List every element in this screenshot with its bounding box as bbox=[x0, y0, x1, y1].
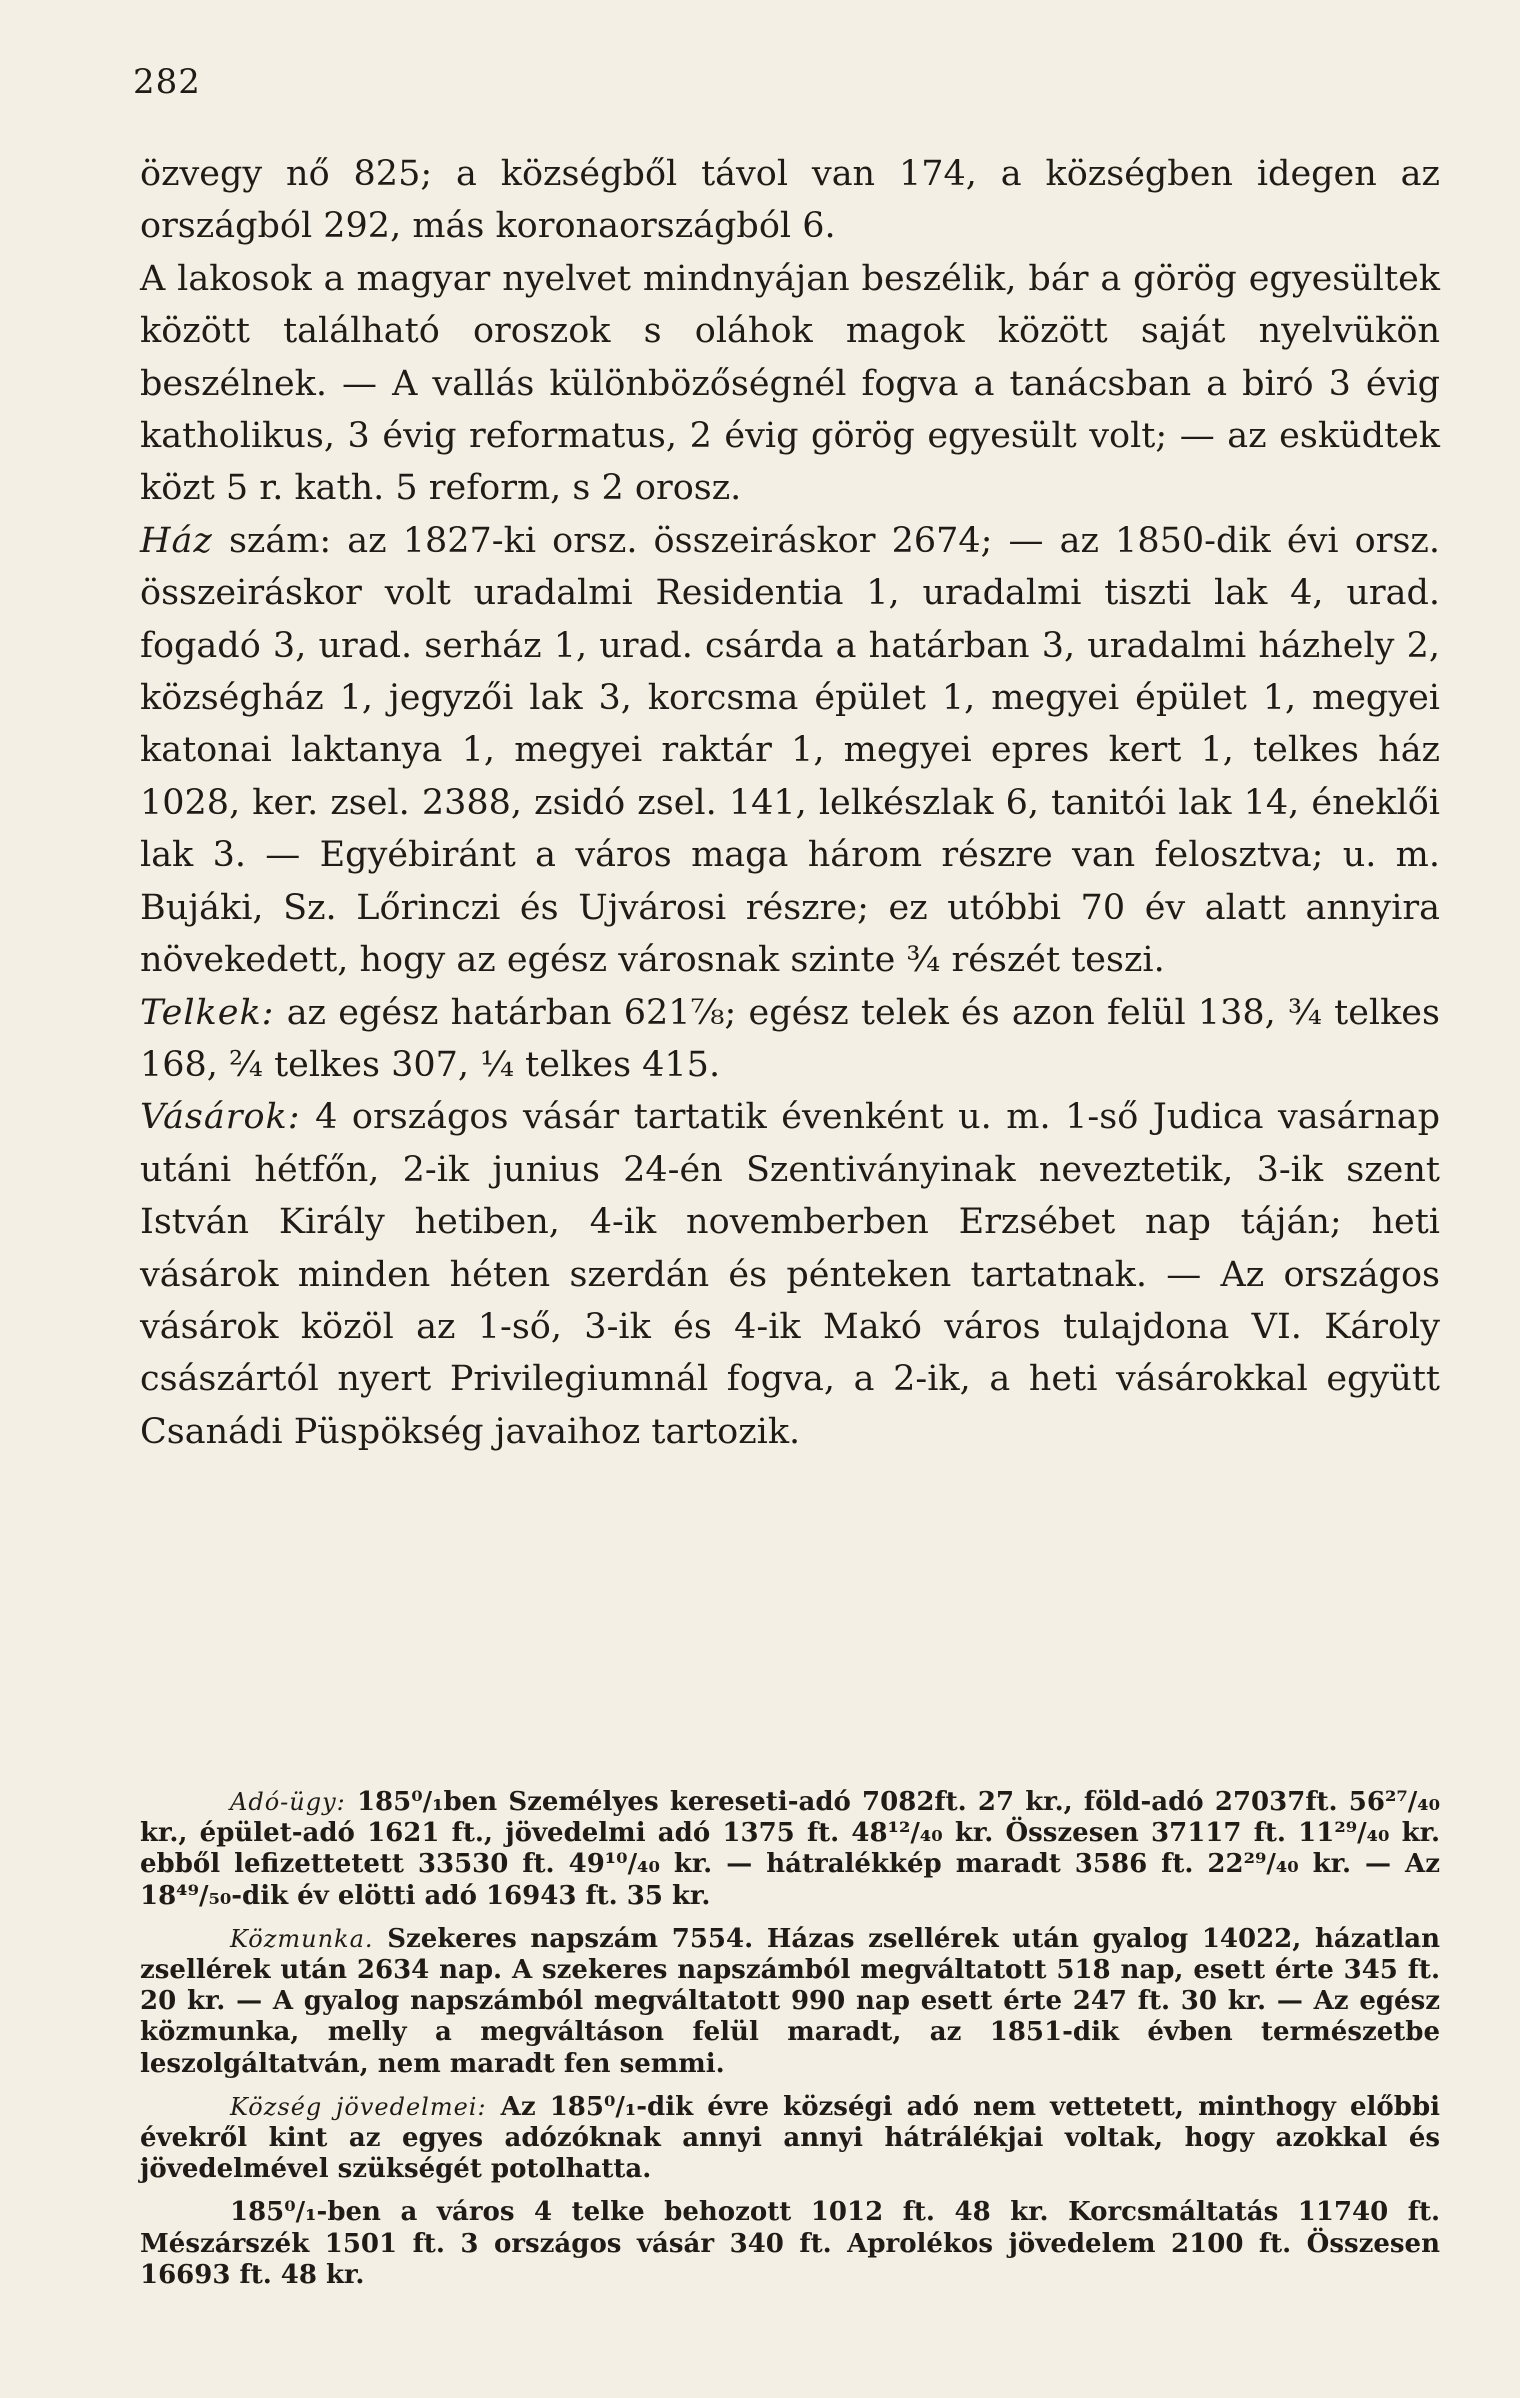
paragraph-lead: Telkek: bbox=[140, 992, 275, 1033]
paragraph bbox=[140, 515, 1440, 987]
paragraph bbox=[140, 1091, 1440, 1458]
paragraph bbox=[140, 148, 1440, 253]
paragraph-text: özvegy nő 825; a községből távol van 174, a községben idegen az országból 292, más koronaországból 6. bbox=[140, 154, 1440, 247]
note-lead: Adó-ügy: bbox=[230, 1788, 346, 1816]
paragraph-text: 4 országos vásár tartatik évenként u. m. 1-ső Judica vasárnap utáni hétfőn, 2-ik junius 24-én Szentiványinak neveztetik, 3-ik szent István Király hetiben, 4-ik novemberben Erzsébet nap táján; heti vásárok minden héten szerdán és pénteken tartatnak. — Az országos vásárok közöl az 1-ső, 3-ik és 4-ik Makó város tulajdona VI. Károly császártól nyert Privilegiumnál fogva, a 2-ik, a heti vásárokkal együtt Csanádi Püspökség javaihoz tartozik. bbox=[140, 1097, 1440, 1452]
main-text bbox=[140, 148, 1440, 1458]
note-text: 185⁰/₁ben Személyes kereseti-adó 7082ft. 27 kr., föld-adó 27037ft. 56²⁷/₄₀ kr., épület-adó 1621 ft., jövedelmi adó 1375 ft. 48¹²/₄₀ kr. Összesen 37117 ft. 11²⁹/₄₀ kr. ebből lefizettetett 33530 ft. 49¹⁰/₄₀ kr. — hátralékkép maradt 3586 ft. 22²⁹/₄₀ kr. — Az 18⁴⁹/₅₀-dik év elötti adó 16943 ft. 35 kr. bbox=[140, 1787, 1440, 1911]
paragraph-lead: Ház bbox=[140, 520, 213, 561]
note-text: Szekeres napszám 7554. Házas zsellérek után gyalog 14022, házatlan zsellérek után 2634 nap. A szekeres napszámból megváltatott 518 nap, esett érte 345 ft. 20 kr. — A gyalog napszámból megváltatott 990 nap esett érte 247 ft. 30 kr. — Az egész közmunka, melly a megváltáson felül maradt, az 1851-dik évben természetbe leszolgáltatván, nem maradt fen semmi. bbox=[140, 1923, 1440, 2079]
paragraph-lead: Vásárok: bbox=[140, 1097, 301, 1138]
note-text: Az 185⁰/₁-dik évre községi adó nem vettetett, minthogy előbbi évekről kint az egyes adózóknak annyi annyi hátrálékjai voltak, hogy azokkal és jövedelmével szükségét potolhatta. bbox=[140, 2091, 1441, 2185]
page-number: 282 bbox=[133, 62, 201, 102]
note-lead: Község jövedelmei: bbox=[230, 2092, 487, 2121]
footnotes bbox=[140, 1787, 1440, 2291]
paragraph-text: az egész határban 621⅞; egész telek és azon felül 138, ¾ telkes 168, ²⁄₄ telkes 307, ¼ telkes 415. bbox=[140, 992, 1440, 1085]
paragraph-text: A lakosok a magyar nyelvet mindnyájan beszélik, bár a görög egyesültek között található oroszok s oláhok magok között saját nyelvükön beszélnek. — A vallás különbözőségnél fogva a tanácsban a biró 3 évig katholikus, 3 évig reformatus, 2 évig görög egyesült volt; — az esküdtek közt 5 r. kath. 5 reform, s 2 orosz. bbox=[140, 258, 1440, 509]
note bbox=[140, 2197, 1440, 2291]
note bbox=[140, 2092, 1440, 2186]
paragraph bbox=[140, 253, 1440, 515]
paragraph-text: szám: az 1827-ki orsz. összeiráskor 2674; — az 1850-dik évi orsz. összeiráskor volt uradalmi Residentia 1, uradalmi tiszti lak 4, urad. fogadó 3, urad. serház 1, urad. csárda a határban 3, uradalmi házhely 2, községház 1, jegyzői lak 3, korcsma épület 1, megyei épület 1, megyei katonai laktanya 1, megyei raktár 1, megyei epres kert 1, telkes ház 1028, ker. zsel. 2388, zsidó zsel. 141, lelkészlak 6, tanitói lak 14, éneklői lak 3. — Egyébiránt a város maga három részre van felosztva; u. m. Bujáki, Sz. Lőrinczi és Ujvárosi részre; ez utóbbi 70 év alatt annyira növekedett, hogy az egész városnak szinte ¾ részét teszi. bbox=[140, 520, 1440, 981]
note-lead: Közmunka. bbox=[230, 1924, 374, 1953]
paragraph bbox=[140, 987, 1440, 1092]
note bbox=[140, 1924, 1440, 2080]
note-text: 185⁰/₁-ben a város 4 telke behozott 1012 ft. 48 kr. Korcsmáltatás 11740 ft. Mészárszék 1501 ft. 3 országos vásár 340 ft. Aprolékos jövedelem 2100 ft. Összesen 16693 ft. 48 kr. bbox=[140, 2197, 1440, 2290]
note bbox=[140, 1787, 1440, 1912]
